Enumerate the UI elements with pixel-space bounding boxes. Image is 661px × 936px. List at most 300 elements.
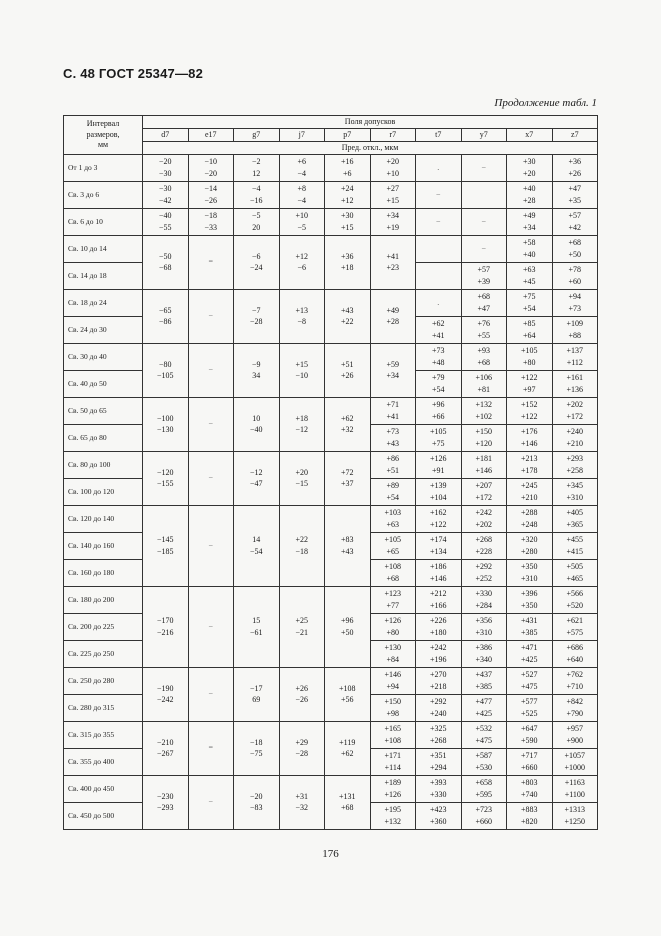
cell-z7 <box>552 668 598 695</box>
lower-deviation: +63 <box>386 519 399 529</box>
upper-deviation: +139 <box>429 481 447 491</box>
row-label: Св. 280 до 315 <box>64 695 143 722</box>
cell-z7 <box>552 776 598 803</box>
row-label: Св. 100 до 120 <box>64 479 143 506</box>
cell-x7 <box>507 560 553 587</box>
lower-deviation: +1000 <box>564 762 586 772</box>
cell-r7 <box>370 533 416 560</box>
lower-deviation: −105 <box>156 371 174 380</box>
upper-deviation: +105 <box>429 427 447 437</box>
cell-t7 <box>416 398 462 425</box>
cell-z7 <box>552 803 598 830</box>
upper-deviation: +93 <box>477 346 490 356</box>
lower-deviation: +28 <box>522 195 536 205</box>
row-label: Св. 14 до 18 <box>64 263 143 290</box>
upper-deviation: +212 <box>429 589 447 599</box>
cell-e17-blank: − <box>188 668 234 722</box>
lower-deviation: +415 <box>566 546 584 556</box>
cell-t7 <box>416 479 462 506</box>
lower-deviation: −18 <box>295 546 308 556</box>
upper-deviation: −145 <box>156 535 174 545</box>
lower-deviation: +310 <box>475 627 492 637</box>
cell-p7 <box>325 344 371 398</box>
upper-deviation: −6 <box>251 251 261 261</box>
upper-deviation: +245 <box>520 481 538 491</box>
lower-deviation: +385 <box>520 627 538 637</box>
lower-deviation: −293 <box>156 803 174 812</box>
lower-deviation: −26 <box>295 695 308 704</box>
lower-deviation: +590 <box>520 735 538 745</box>
upper-deviation: +288 <box>520 508 538 518</box>
cell-r7 <box>370 155 416 182</box>
upper-deviation: −80 <box>158 359 172 369</box>
lower-deviation: +385 <box>475 681 492 691</box>
lower-deviation: +595 <box>475 789 492 799</box>
cell-r7 <box>370 506 416 533</box>
upper-deviation: +270 <box>429 670 447 680</box>
upper-deviation: +325 <box>429 724 447 734</box>
upper-deviation: +103 <box>384 508 401 518</box>
lower-deviation: −33 <box>204 222 217 232</box>
cell-e17 <box>188 182 234 209</box>
table-row <box>64 290 598 317</box>
cell-z7 <box>552 506 598 533</box>
cell-j7 <box>279 776 325 830</box>
cell-t7 <box>416 533 462 560</box>
lower-deviation: +50 <box>340 627 354 637</box>
cell-j7 <box>279 587 325 668</box>
upper-deviation: +477 <box>475 697 492 707</box>
lower-deviation: +465 <box>566 573 584 583</box>
cell-p7 <box>325 290 371 344</box>
cell-d7 <box>143 722 189 776</box>
cell-x7 <box>507 452 553 479</box>
lower-deviation: +172 <box>475 492 492 502</box>
cell-g7 <box>234 209 280 236</box>
lower-deviation: +66 <box>431 411 445 421</box>
upper-deviation: +242 <box>475 508 492 518</box>
upper-deviation: +22 <box>295 535 308 545</box>
upper-deviation: 15 <box>252 616 261 626</box>
upper-deviation: +76 <box>477 319 490 329</box>
upper-deviation: +130 <box>384 643 401 653</box>
upper-deviation: +8 <box>297 184 306 194</box>
lower-deviation: +77 <box>386 600 399 610</box>
cell-d7 <box>143 155 189 182</box>
upper-deviation: +68 <box>477 292 490 302</box>
upper-deviation: +171 <box>384 751 401 761</box>
lower-deviation: −24 <box>249 263 263 272</box>
cell-y7-blank: − <box>461 236 507 263</box>
cell-p7 <box>325 776 371 830</box>
cell-p7 <box>325 236 371 290</box>
upper-deviation: +174 <box>429 535 447 545</box>
cell-j7 <box>279 236 325 290</box>
upper-deviation: +62 <box>340 413 354 423</box>
cell-p7 <box>325 506 371 587</box>
cell-x7 <box>507 398 553 425</box>
upper-deviation: −7 <box>251 305 261 315</box>
table-row <box>64 587 598 614</box>
upper-deviation: +152 <box>520 400 538 410</box>
cell-y7 <box>461 641 507 668</box>
cell-z7 <box>552 614 598 641</box>
cell-x7 <box>507 263 553 290</box>
table-row <box>64 398 598 425</box>
upper-deviation: +36 <box>340 251 354 261</box>
lower-deviation: +575 <box>566 627 584 637</box>
cell-z7 <box>552 641 598 668</box>
upper-deviation: +405 <box>566 508 584 518</box>
lower-deviation: +252 <box>475 573 492 583</box>
lower-deviation: −40 <box>249 425 263 434</box>
cell-p7 <box>325 722 371 776</box>
upper-deviation: +186 <box>429 562 447 572</box>
document-header: С. 48 ГОСТ 25347—82 <box>63 66 204 81</box>
upper-deviation: −120 <box>156 467 174 477</box>
cell-r7 <box>370 425 416 452</box>
column-header-y7: y7 <box>461 129 507 142</box>
row-label: Св. 355 до 400 <box>64 749 143 776</box>
lower-deviation: +520 <box>566 600 584 610</box>
upper-deviation: +431 <box>520 616 538 626</box>
lower-deviation: +50 <box>568 249 582 259</box>
cell-y7 <box>461 263 507 290</box>
lower-deviation: +98 <box>386 708 399 718</box>
lower-deviation: +80 <box>386 627 399 637</box>
cell-g7 <box>234 506 280 587</box>
upper-deviation: +293 <box>566 454 584 464</box>
cell-y7 <box>461 695 507 722</box>
upper-deviation: +51 <box>340 359 354 369</box>
cell-g7 <box>234 668 280 722</box>
upper-deviation: +57 <box>477 265 490 275</box>
upper-deviation: +587 <box>475 751 492 761</box>
table-row <box>64 722 598 749</box>
column-header-r7: r7 <box>370 129 416 142</box>
lower-deviation: +65 <box>386 546 399 556</box>
fields-header: Поля допусков <box>143 116 598 129</box>
cell-y7 <box>461 479 507 506</box>
lower-deviation: +660 <box>520 762 538 772</box>
lower-deviation: +88 <box>568 330 582 340</box>
table-row <box>64 236 598 263</box>
lower-deviation: +73 <box>568 303 582 313</box>
lower-deviation: +360 <box>429 816 447 826</box>
lower-deviation: +54 <box>386 492 399 502</box>
upper-deviation: −12 <box>249 467 263 477</box>
cell-t7 <box>416 668 462 695</box>
cell-t7 <box>416 803 462 830</box>
lower-deviation: +1250 <box>564 816 586 826</box>
upper-deviation: +24 <box>340 184 354 194</box>
upper-deviation: +13 <box>295 305 308 315</box>
lower-deviation: −30 <box>158 168 172 178</box>
lower-deviation: +23 <box>386 263 399 272</box>
upper-deviation: +842 <box>566 697 584 707</box>
cell-x7 <box>507 506 553 533</box>
lower-deviation: +18 <box>340 263 354 272</box>
lower-deviation: +62 <box>340 749 354 758</box>
upper-deviation: +119 <box>339 737 356 747</box>
interval-header-line: мм <box>97 140 109 150</box>
lower-deviation: +330 <box>429 789 447 799</box>
lower-deviation: +10 <box>386 168 399 178</box>
cell-g7 <box>234 398 280 452</box>
lower-deviation: +26 <box>340 371 354 380</box>
cell-r7 <box>370 776 416 803</box>
lower-deviation: −28 <box>295 749 308 758</box>
cell-d7 <box>143 587 189 668</box>
lower-deviation: −8 <box>297 317 306 326</box>
cell-t7 <box>416 749 462 776</box>
upper-deviation: +658 <box>475 778 492 788</box>
upper-deviation: +320 <box>520 535 538 545</box>
cell-t7-blank: . <box>416 290 462 317</box>
cell-r7 <box>370 803 416 830</box>
upper-deviation: −9 <box>251 359 261 369</box>
upper-deviation: +47 <box>568 184 582 194</box>
lower-deviation: +146 <box>475 465 492 475</box>
lower-deviation: −10 <box>295 371 308 380</box>
cell-x7 <box>507 722 553 749</box>
lower-deviation: +108 <box>384 735 401 745</box>
tolerance-table <box>63 115 598 830</box>
lower-deviation: +268 <box>429 735 447 745</box>
cell-e17-blank: − <box>188 290 234 344</box>
cell-z7 <box>552 344 598 371</box>
cell-g7 <box>234 155 280 182</box>
lower-deviation: +340 <box>475 654 492 664</box>
lower-deviation: 69 <box>252 695 261 704</box>
lower-deviation: +20 <box>522 168 536 178</box>
cell-e17-blank: − <box>188 587 234 668</box>
row-label: Св. 80 до 100 <box>64 452 143 479</box>
row-label: Св. 200 до 225 <box>64 614 143 641</box>
lower-deviation: +740 <box>520 789 538 799</box>
upper-deviation: +30 <box>340 211 354 221</box>
lower-deviation: −68 <box>158 263 172 272</box>
row-label: Св. 3 до 6 <box>64 182 143 209</box>
upper-deviation: −100 <box>156 413 174 423</box>
cell-r7 <box>370 398 416 425</box>
cell-y7 <box>461 722 507 749</box>
cell-e17 <box>188 209 234 236</box>
column-header-z7: z7 <box>552 129 598 142</box>
cell-t7-blank <box>416 263 462 290</box>
cell-e17-blank: − <box>188 776 234 830</box>
upper-deviation: +566 <box>566 589 584 599</box>
cell-j7 <box>279 668 325 722</box>
cell-d7 <box>143 668 189 722</box>
upper-deviation: +18 <box>295 413 308 423</box>
lower-deviation: +136 <box>566 384 584 394</box>
lower-deviation: +350 <box>520 600 538 610</box>
lower-deviation: −267 <box>156 749 174 758</box>
cell-t7-blank: . <box>416 155 462 182</box>
upper-deviation: +577 <box>520 697 538 707</box>
row-label: Св. 30 до 40 <box>64 344 143 371</box>
cell-y7 <box>461 344 507 371</box>
cell-y7 <box>461 533 507 560</box>
cell-d7 <box>143 182 189 209</box>
cell-g7 <box>234 290 280 344</box>
upper-deviation: 10 <box>252 413 261 423</box>
cell-t7 <box>416 344 462 371</box>
upper-deviation: −20 <box>158 157 172 167</box>
cell-z7 <box>552 560 598 587</box>
cell-t7 <box>416 425 462 452</box>
cell-j7 <box>279 290 325 344</box>
cell-g7 <box>234 182 280 209</box>
cell-x7 <box>507 155 553 182</box>
upper-deviation: +108 <box>338 683 356 693</box>
cell-z7 <box>552 749 598 776</box>
cell-p7 <box>325 398 371 452</box>
upper-deviation: +686 <box>566 643 584 653</box>
table-row <box>64 506 598 533</box>
upper-deviation: +957 <box>566 724 584 734</box>
cell-e17-blank: − <box>188 344 234 398</box>
cell-x7 <box>507 776 553 803</box>
lower-deviation: +126 <box>384 789 401 799</box>
upper-deviation: +12 <box>295 251 308 261</box>
row-label: Св. 18 до 24 <box>64 290 143 317</box>
lower-deviation: +102 <box>475 411 492 421</box>
upper-deviation: +202 <box>566 400 584 410</box>
upper-deviation: +1313 <box>564 805 586 815</box>
upper-deviation: +89 <box>386 481 399 491</box>
upper-deviation: −30 <box>158 184 172 194</box>
upper-deviation: +146 <box>384 670 401 680</box>
table-continuation-label: Продолженuе табл. 1 <box>494 97 597 109</box>
lower-deviation: +91 <box>431 465 445 475</box>
cell-z7 <box>552 479 598 506</box>
upper-deviation: +36 <box>568 157 582 167</box>
lower-deviation: +475 <box>520 681 538 691</box>
cell-t7-blank <box>416 236 462 263</box>
cell-y7 <box>461 371 507 398</box>
cell-z7 <box>552 209 598 236</box>
row-label: Св. 450 до 500 <box>64 803 143 830</box>
upper-deviation: +717 <box>520 751 538 761</box>
lower-deviation: +15 <box>386 195 399 205</box>
lower-deviation: +294 <box>429 762 447 772</box>
cell-j7 <box>279 344 325 398</box>
lower-deviation: −26 <box>204 195 217 205</box>
lower-deviation: +45 <box>522 276 536 286</box>
cell-t7 <box>416 722 462 749</box>
cell-t7 <box>416 452 462 479</box>
lower-deviation: +94 <box>386 681 399 691</box>
cell-z7 <box>552 290 598 317</box>
lower-deviation: +12 <box>340 195 354 205</box>
lower-deviation: −75 <box>249 749 263 758</box>
upper-deviation: +26 <box>295 683 308 693</box>
upper-deviation: −5 <box>251 211 261 221</box>
cell-y7 <box>461 803 507 830</box>
cell-y7 <box>461 425 507 452</box>
cell-x7 <box>507 614 553 641</box>
lower-deviation: +35 <box>568 195 582 205</box>
upper-deviation: −210 <box>156 737 174 747</box>
row-label: От 1 до 3 <box>64 155 143 182</box>
table-row <box>64 209 598 236</box>
lower-deviation: +258 <box>566 465 584 475</box>
cell-t7 <box>416 776 462 803</box>
upper-deviation: +20 <box>295 467 308 477</box>
upper-deviation: +109 <box>566 319 584 329</box>
cell-t7 <box>416 695 462 722</box>
cell-x7 <box>507 749 553 776</box>
cell-t7 <box>416 506 462 533</box>
upper-deviation: −2 <box>251 157 261 167</box>
upper-deviation: +647 <box>520 724 538 734</box>
upper-deviation: +723 <box>475 805 492 815</box>
upper-deviation: +16 <box>340 157 354 167</box>
cell-g7 <box>234 722 280 776</box>
lower-deviation: +475 <box>475 735 492 745</box>
cell-z7 <box>552 587 598 614</box>
lower-deviation: +210 <box>520 492 538 502</box>
lower-deviation: +104 <box>429 492 447 502</box>
interval-header <box>64 116 143 155</box>
lower-deviation: +218 <box>429 681 447 691</box>
upper-deviation: +131 <box>338 791 356 801</box>
lower-deviation: +112 <box>566 357 583 367</box>
upper-deviation: +25 <box>295 616 308 626</box>
cell-d7 <box>143 344 189 398</box>
cell-z7 <box>552 695 598 722</box>
cell-g7 <box>234 776 280 830</box>
lower-deviation: +172 <box>566 411 584 421</box>
cell-x7 <box>507 803 553 830</box>
cell-y7 <box>461 749 507 776</box>
upper-deviation: 14 <box>252 535 261 545</box>
cell-y7-blank: − <box>461 155 507 182</box>
upper-deviation: +73 <box>431 346 445 356</box>
upper-deviation: +189 <box>384 778 401 788</box>
cell-r7 <box>370 749 416 776</box>
cell-g7 <box>234 587 280 668</box>
upper-deviation: +356 <box>475 616 492 626</box>
row-label: Св. 50 до 65 <box>64 398 143 425</box>
upper-deviation: −17 <box>249 683 263 693</box>
cell-j7 <box>279 182 325 209</box>
upper-deviation: +1163 <box>564 778 585 788</box>
upper-deviation: −18 <box>204 211 217 221</box>
cell-y7 <box>461 290 507 317</box>
upper-deviation: −190 <box>156 683 174 693</box>
upper-deviation: +86 <box>386 454 399 464</box>
lower-deviation: 20 <box>252 222 261 232</box>
lower-deviation: −242 <box>156 695 174 704</box>
cell-r7 <box>370 560 416 587</box>
table-row <box>64 668 598 695</box>
lower-deviation: +47 <box>477 303 490 313</box>
upper-deviation: +1057 <box>564 751 586 761</box>
upper-deviation: +79 <box>431 373 445 383</box>
deviation-header: Пред. откл., мкм <box>143 142 598 155</box>
cell-e17-blank: = <box>188 722 234 776</box>
lower-deviation: +56 <box>340 695 354 704</box>
upper-deviation: +83 <box>340 535 354 545</box>
lower-deviation: −55 <box>158 222 172 232</box>
cell-x7 <box>507 317 553 344</box>
upper-deviation: +123 <box>384 589 401 599</box>
upper-deviation: +59 <box>386 359 399 369</box>
cell-r7 <box>370 209 416 236</box>
